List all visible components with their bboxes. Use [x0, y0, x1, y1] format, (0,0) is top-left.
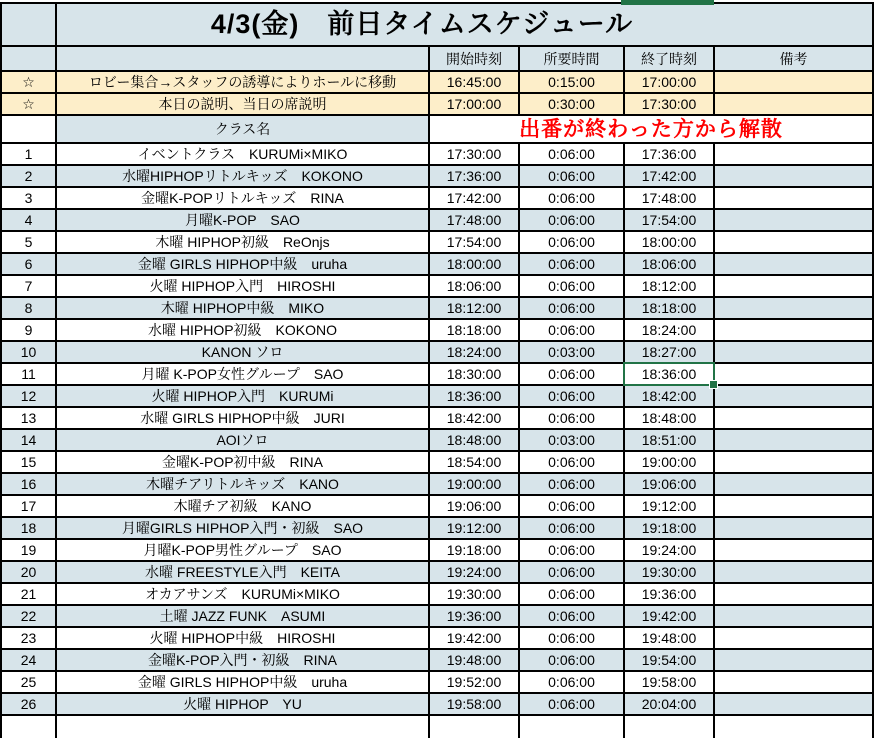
remarks-cell[interactable]: [715, 452, 874, 474]
end-time-cell[interactable]: 18:24:00: [625, 320, 715, 342]
duration-cell[interactable]: 0:06:00: [520, 364, 625, 386]
remarks-cell[interactable]: [715, 584, 874, 606]
remarks-cell[interactable]: [715, 518, 874, 540]
remarks-cell[interactable]: [715, 694, 874, 716]
end-time-cell[interactable]: 19:36:00: [625, 584, 715, 606]
remarks-cell[interactable]: [715, 276, 874, 298]
start-time-cell[interactable]: 18:18:00: [430, 320, 520, 342]
start-time-cell[interactable]: 18:24:00: [430, 342, 520, 364]
class-name-cell[interactable]: 木曜 HIPHOP中級 MIKO: [57, 298, 430, 320]
duration-cell[interactable]: 0:06:00: [520, 408, 625, 430]
start-time-cell[interactable]: 17:00:00: [430, 94, 520, 116]
remarks-cell[interactable]: [715, 144, 874, 166]
remarks-cell[interactable]: [715, 408, 874, 430]
class-name-cell[interactable]: 月曜GIRLS HIPHOP入門・初級 SAO: [57, 518, 430, 540]
row-number-cell[interactable]: 7: [2, 276, 57, 298]
row-number-cell[interactable]: 16: [2, 474, 57, 496]
header-end-time[interactable]: 終了時刻: [625, 47, 715, 72]
remarks-cell[interactable]: [715, 342, 874, 364]
remarks-cell[interactable]: [715, 364, 874, 386]
row-number-cell[interactable]: 23: [2, 628, 57, 650]
end-time-cell[interactable]: 17:36:00: [625, 144, 715, 166]
end-time-cell[interactable]: 18:48:00: [625, 408, 715, 430]
start-time-cell[interactable]: 18:48:00: [430, 430, 520, 452]
duration-cell[interactable]: 0:06:00: [520, 276, 625, 298]
end-time-cell[interactable]: 18:06:00: [625, 254, 715, 276]
row-number-cell[interactable]: 3: [2, 188, 57, 210]
start-time-cell[interactable]: 19:42:00: [430, 628, 520, 650]
class-name-cell[interactable]: 本日の説明、当日の席説明: [57, 94, 430, 116]
class-name-cell[interactable]: ロビー集合→スタッフの誘導によりホールに移動: [57, 72, 430, 94]
end-time-cell[interactable]: 19:18:00: [625, 518, 715, 540]
schedule-grid: [0, 2, 874, 738]
start-time-cell[interactable]: 19:52:00: [430, 672, 520, 694]
class-name-cell[interactable]: 金曜K-POP入門・初級 RINA: [57, 650, 430, 672]
remarks-cell[interactable]: [715, 496, 874, 518]
end-time-cell[interactable]: 19:12:00: [625, 496, 715, 518]
dismissal-notice[interactable]: 出番が終わった方から解散: [430, 116, 874, 144]
end-time-cell[interactable]: 19:54:00: [625, 650, 715, 672]
remarks-cell[interactable]: [715, 298, 874, 320]
start-time-cell[interactable]: 19:12:00: [430, 518, 520, 540]
class-name-cell[interactable]: KANON ソロ: [57, 342, 430, 364]
header-remarks[interactable]: 備考: [715, 47, 874, 72]
class-name-cell[interactable]: 金曜K-POPリトルキッズ RINA: [57, 188, 430, 210]
duration-cell[interactable]: 0:06:00: [520, 254, 625, 276]
duration-cell[interactable]: 0:06:00: [520, 650, 625, 672]
row-number-cell[interactable]: 4: [2, 210, 57, 232]
row-number-cell[interactable]: 26: [2, 694, 57, 716]
class-name-cell[interactable]: 水曜HIPHOPリトルキッズ KOKONO: [57, 166, 430, 188]
duration-cell[interactable]: 0:06:00: [520, 584, 625, 606]
duration-cell[interactable]: 0:06:00: [520, 298, 625, 320]
remarks-cell[interactable]: [715, 606, 874, 628]
header-start-time[interactable]: 開始時刻: [430, 47, 520, 72]
end-time-cell[interactable]: 19:24:00: [625, 540, 715, 562]
class-name-header[interactable]: クラス名: [57, 116, 430, 144]
duration-cell[interactable]: 0:06:00: [520, 144, 625, 166]
end-time-cell[interactable]: 19:42:00: [625, 606, 715, 628]
class-name-cell[interactable]: 水曜 FREESTYLE入門 KEITA: [57, 562, 430, 584]
duration-cell[interactable]: 0:06:00: [520, 672, 625, 694]
row-number-cell[interactable]: 20: [2, 562, 57, 584]
start-time-cell[interactable]: 19:30:00: [430, 584, 520, 606]
duration-cell[interactable]: 0:06:00: [520, 386, 625, 408]
start-time-cell[interactable]: 17:42:00: [430, 188, 520, 210]
end-time-cell[interactable]: 17:42:00: [625, 166, 715, 188]
remarks-cell[interactable]: [715, 628, 874, 650]
duration-cell[interactable]: 0:06:00: [520, 474, 625, 496]
end-time-cell[interactable]: 18:42:00: [625, 386, 715, 408]
start-time-cell[interactable]: 18:36:00: [430, 386, 520, 408]
row-number-cell[interactable]: 13: [2, 408, 57, 430]
duration-cell[interactable]: 0:06:00: [520, 518, 625, 540]
remarks-cell[interactable]: [715, 210, 874, 232]
class-name-cell[interactable]: 月曜 K-POP女性グループ SAO: [57, 364, 430, 386]
start-time-cell[interactable]: 19:00:00: [430, 474, 520, 496]
duration-cell[interactable]: 0:06:00: [520, 540, 625, 562]
row-number-cell[interactable]: 22: [2, 606, 57, 628]
row-number-cell[interactable]: 18: [2, 518, 57, 540]
start-time-cell[interactable]: 17:36:00: [430, 166, 520, 188]
class-name-cell[interactable]: 土曜 JAZZ FUNK ASUMI: [57, 606, 430, 628]
row-number-cell[interactable]: ☆: [2, 72, 57, 94]
class-header-corner-cell[interactable]: [2, 116, 57, 144]
start-time-cell[interactable]: 19:24:00: [430, 562, 520, 584]
row-number-cell[interactable]: 1: [2, 144, 57, 166]
remarks-cell[interactable]: [715, 562, 874, 584]
row-number-cell[interactable]: 5: [2, 232, 57, 254]
end-time-cell[interactable]: 20:04:00: [625, 694, 715, 716]
start-time-cell[interactable]: 19:18:00: [430, 540, 520, 562]
class-name-cell[interactable]: 火曜 HIPHOP入門 HIROSHI: [57, 276, 430, 298]
class-name-cell[interactable]: 月曜K-POP SAO: [57, 210, 430, 232]
end-time-cell[interactable]: 18:12:00: [625, 276, 715, 298]
selected-column-indicator: [621, 0, 714, 5]
title-row-corner-cell[interactable]: [2, 4, 57, 47]
start-time-cell[interactable]: 18:12:00: [430, 298, 520, 320]
remarks-cell[interactable]: [715, 430, 874, 452]
remarks-cell[interactable]: [715, 254, 874, 276]
duration-cell[interactable]: 0:06:00: [520, 562, 625, 584]
empty-cell[interactable]: [625, 716, 715, 738]
remarks-cell[interactable]: [715, 540, 874, 562]
class-name-cell[interactable]: 月曜K-POP男性グループ SAO: [57, 540, 430, 562]
start-time-cell[interactable]: 19:06:00: [430, 496, 520, 518]
remarks-cell[interactable]: [715, 474, 874, 496]
start-time-cell[interactable]: 16:45:00: [430, 72, 520, 94]
start-time-cell[interactable]: 17:30:00: [430, 144, 520, 166]
remarks-cell[interactable]: [715, 650, 874, 672]
start-time-cell[interactable]: 17:48:00: [430, 210, 520, 232]
start-time-cell[interactable]: 18:54:00: [430, 452, 520, 474]
row-number-cell[interactable]: 2: [2, 166, 57, 188]
class-name-cell[interactable]: イベントクラス KURUMi×MIKO: [57, 144, 430, 166]
end-time-cell[interactable]: 18:27:00: [625, 342, 715, 364]
remarks-cell[interactable]: [715, 320, 874, 342]
end-time-cell[interactable]: 17:00:00: [625, 72, 715, 94]
row-number-cell[interactable]: 25: [2, 672, 57, 694]
row-number-cell[interactable]: 11: [2, 364, 57, 386]
row-number-cell[interactable]: 14: [2, 430, 57, 452]
row-number-cell[interactable]: 6: [2, 254, 57, 276]
row-number-cell[interactable]: 10: [2, 342, 57, 364]
class-name-cell[interactable]: 木曜チア初級 KANO: [57, 496, 430, 518]
row-number-cell[interactable]: 8: [2, 298, 57, 320]
duration-cell[interactable]: 0:03:00: [520, 342, 625, 364]
end-time-cell[interactable]: 18:51:00: [625, 430, 715, 452]
start-time-cell[interactable]: 18:00:00: [430, 254, 520, 276]
duration-cell[interactable]: 0:06:00: [520, 496, 625, 518]
empty-cell[interactable]: [520, 716, 625, 738]
duration-cell[interactable]: 0:06:00: [520, 452, 625, 474]
end-time-cell[interactable]: 19:48:00: [625, 628, 715, 650]
row-number-cell[interactable]: 17: [2, 496, 57, 518]
header-classname-spacer-cell[interactable]: [57, 47, 430, 72]
class-name-cell[interactable]: 火曜 HIPHOP YU: [57, 694, 430, 716]
remarks-cell[interactable]: [715, 166, 874, 188]
class-name-cell[interactable]: 水曜 GIRLS HIPHOP中級 JURI: [57, 408, 430, 430]
start-time-cell[interactable]: 19:48:00: [430, 650, 520, 672]
end-time-cell[interactable]: 18:18:00: [625, 298, 715, 320]
class-name-cell[interactable]: AOIソロ: [57, 430, 430, 452]
row-number-cell[interactable]: 9: [2, 320, 57, 342]
duration-cell[interactable]: 0:06:00: [520, 232, 625, 254]
duration-cell[interactable]: 0:06:00: [520, 210, 625, 232]
end-time-cell[interactable]: 19:58:00: [625, 672, 715, 694]
end-time-cell[interactable]: 17:54:00: [625, 210, 715, 232]
remarks-cell[interactable]: [715, 386, 874, 408]
class-name-cell[interactable]: 木曜 HIPHOP初級 ReOnjs: [57, 232, 430, 254]
class-name-cell[interactable]: 火曜 HIPHOP中級 HIROSHI: [57, 628, 430, 650]
class-name-cell[interactable]: オカアサンズ KURUMi×MIKO: [57, 584, 430, 606]
row-number-cell[interactable]: 24: [2, 650, 57, 672]
end-time-cell[interactable]: 19:06:00: [625, 474, 715, 496]
class-name-cell[interactable]: 水曜 HIPHOP初級 KOKONO: [57, 320, 430, 342]
duration-cell[interactable]: 0:06:00: [520, 166, 625, 188]
duration-cell[interactable]: 0:06:00: [520, 694, 625, 716]
end-time-cell[interactable]: 19:30:00: [625, 562, 715, 584]
start-time-cell[interactable]: 18:30:00: [430, 364, 520, 386]
remarks-cell[interactable]: [715, 232, 874, 254]
class-name-cell[interactable]: 金曜 GIRLS HIPHOP中級 uruha: [57, 672, 430, 694]
end-time-cell[interactable]: 19:00:00: [625, 452, 715, 474]
start-time-cell[interactable]: 17:54:00: [430, 232, 520, 254]
page-title[interactable]: 4/3(金) 前日タイムスケジュール: [57, 4, 874, 47]
end-time-cell[interactable]: 18:36:00: [625, 364, 715, 386]
row-number-cell[interactable]: 15: [2, 452, 57, 474]
start-time-cell[interactable]: 19:58:00: [430, 694, 520, 716]
class-name-cell[interactable]: 木曜チアリトルキッズ KANO: [57, 474, 430, 496]
empty-cell[interactable]: [2, 716, 57, 738]
end-time-cell[interactable]: 17:48:00: [625, 188, 715, 210]
remarks-cell[interactable]: [715, 188, 874, 210]
row-number-cell[interactable]: 19: [2, 540, 57, 562]
end-time-cell[interactable]: 17:30:00: [625, 94, 715, 116]
remarks-cell[interactable]: [715, 72, 874, 94]
empty-cell[interactable]: [430, 716, 520, 738]
class-name-cell[interactable]: 火曜 HIPHOP入門 KURUMi: [57, 386, 430, 408]
empty-cell[interactable]: [57, 716, 430, 738]
start-time-cell[interactable]: 18:42:00: [430, 408, 520, 430]
duration-cell[interactable]: 0:06:00: [520, 628, 625, 650]
header-corner-cell[interactable]: [2, 47, 57, 72]
duration-cell[interactable]: 0:03:00: [520, 430, 625, 452]
start-time-cell[interactable]: 19:36:00: [430, 606, 520, 628]
duration-cell[interactable]: 0:06:00: [520, 320, 625, 342]
row-number-cell[interactable]: 12: [2, 386, 57, 408]
end-time-cell[interactable]: 18:00:00: [625, 232, 715, 254]
row-number-cell[interactable]: 21: [2, 584, 57, 606]
class-name-cell[interactable]: 金曜K-POP初中級 RINA: [57, 452, 430, 474]
class-name-cell[interactable]: 金曜 GIRLS HIPHOP中級 uruha: [57, 254, 430, 276]
header-duration[interactable]: 所要時間: [520, 47, 625, 72]
row-number-cell[interactable]: ☆: [2, 94, 57, 116]
start-time-cell[interactable]: 18:06:00: [430, 276, 520, 298]
duration-cell[interactable]: 0:06:00: [520, 606, 625, 628]
duration-cell[interactable]: 0:06:00: [520, 188, 625, 210]
remarks-cell[interactable]: [715, 94, 874, 116]
remarks-cell[interactable]: [715, 672, 874, 694]
duration-cell[interactable]: 0:15:00: [520, 72, 625, 94]
duration-cell[interactable]: 0:30:00: [520, 94, 625, 116]
empty-cell[interactable]: [715, 716, 874, 738]
